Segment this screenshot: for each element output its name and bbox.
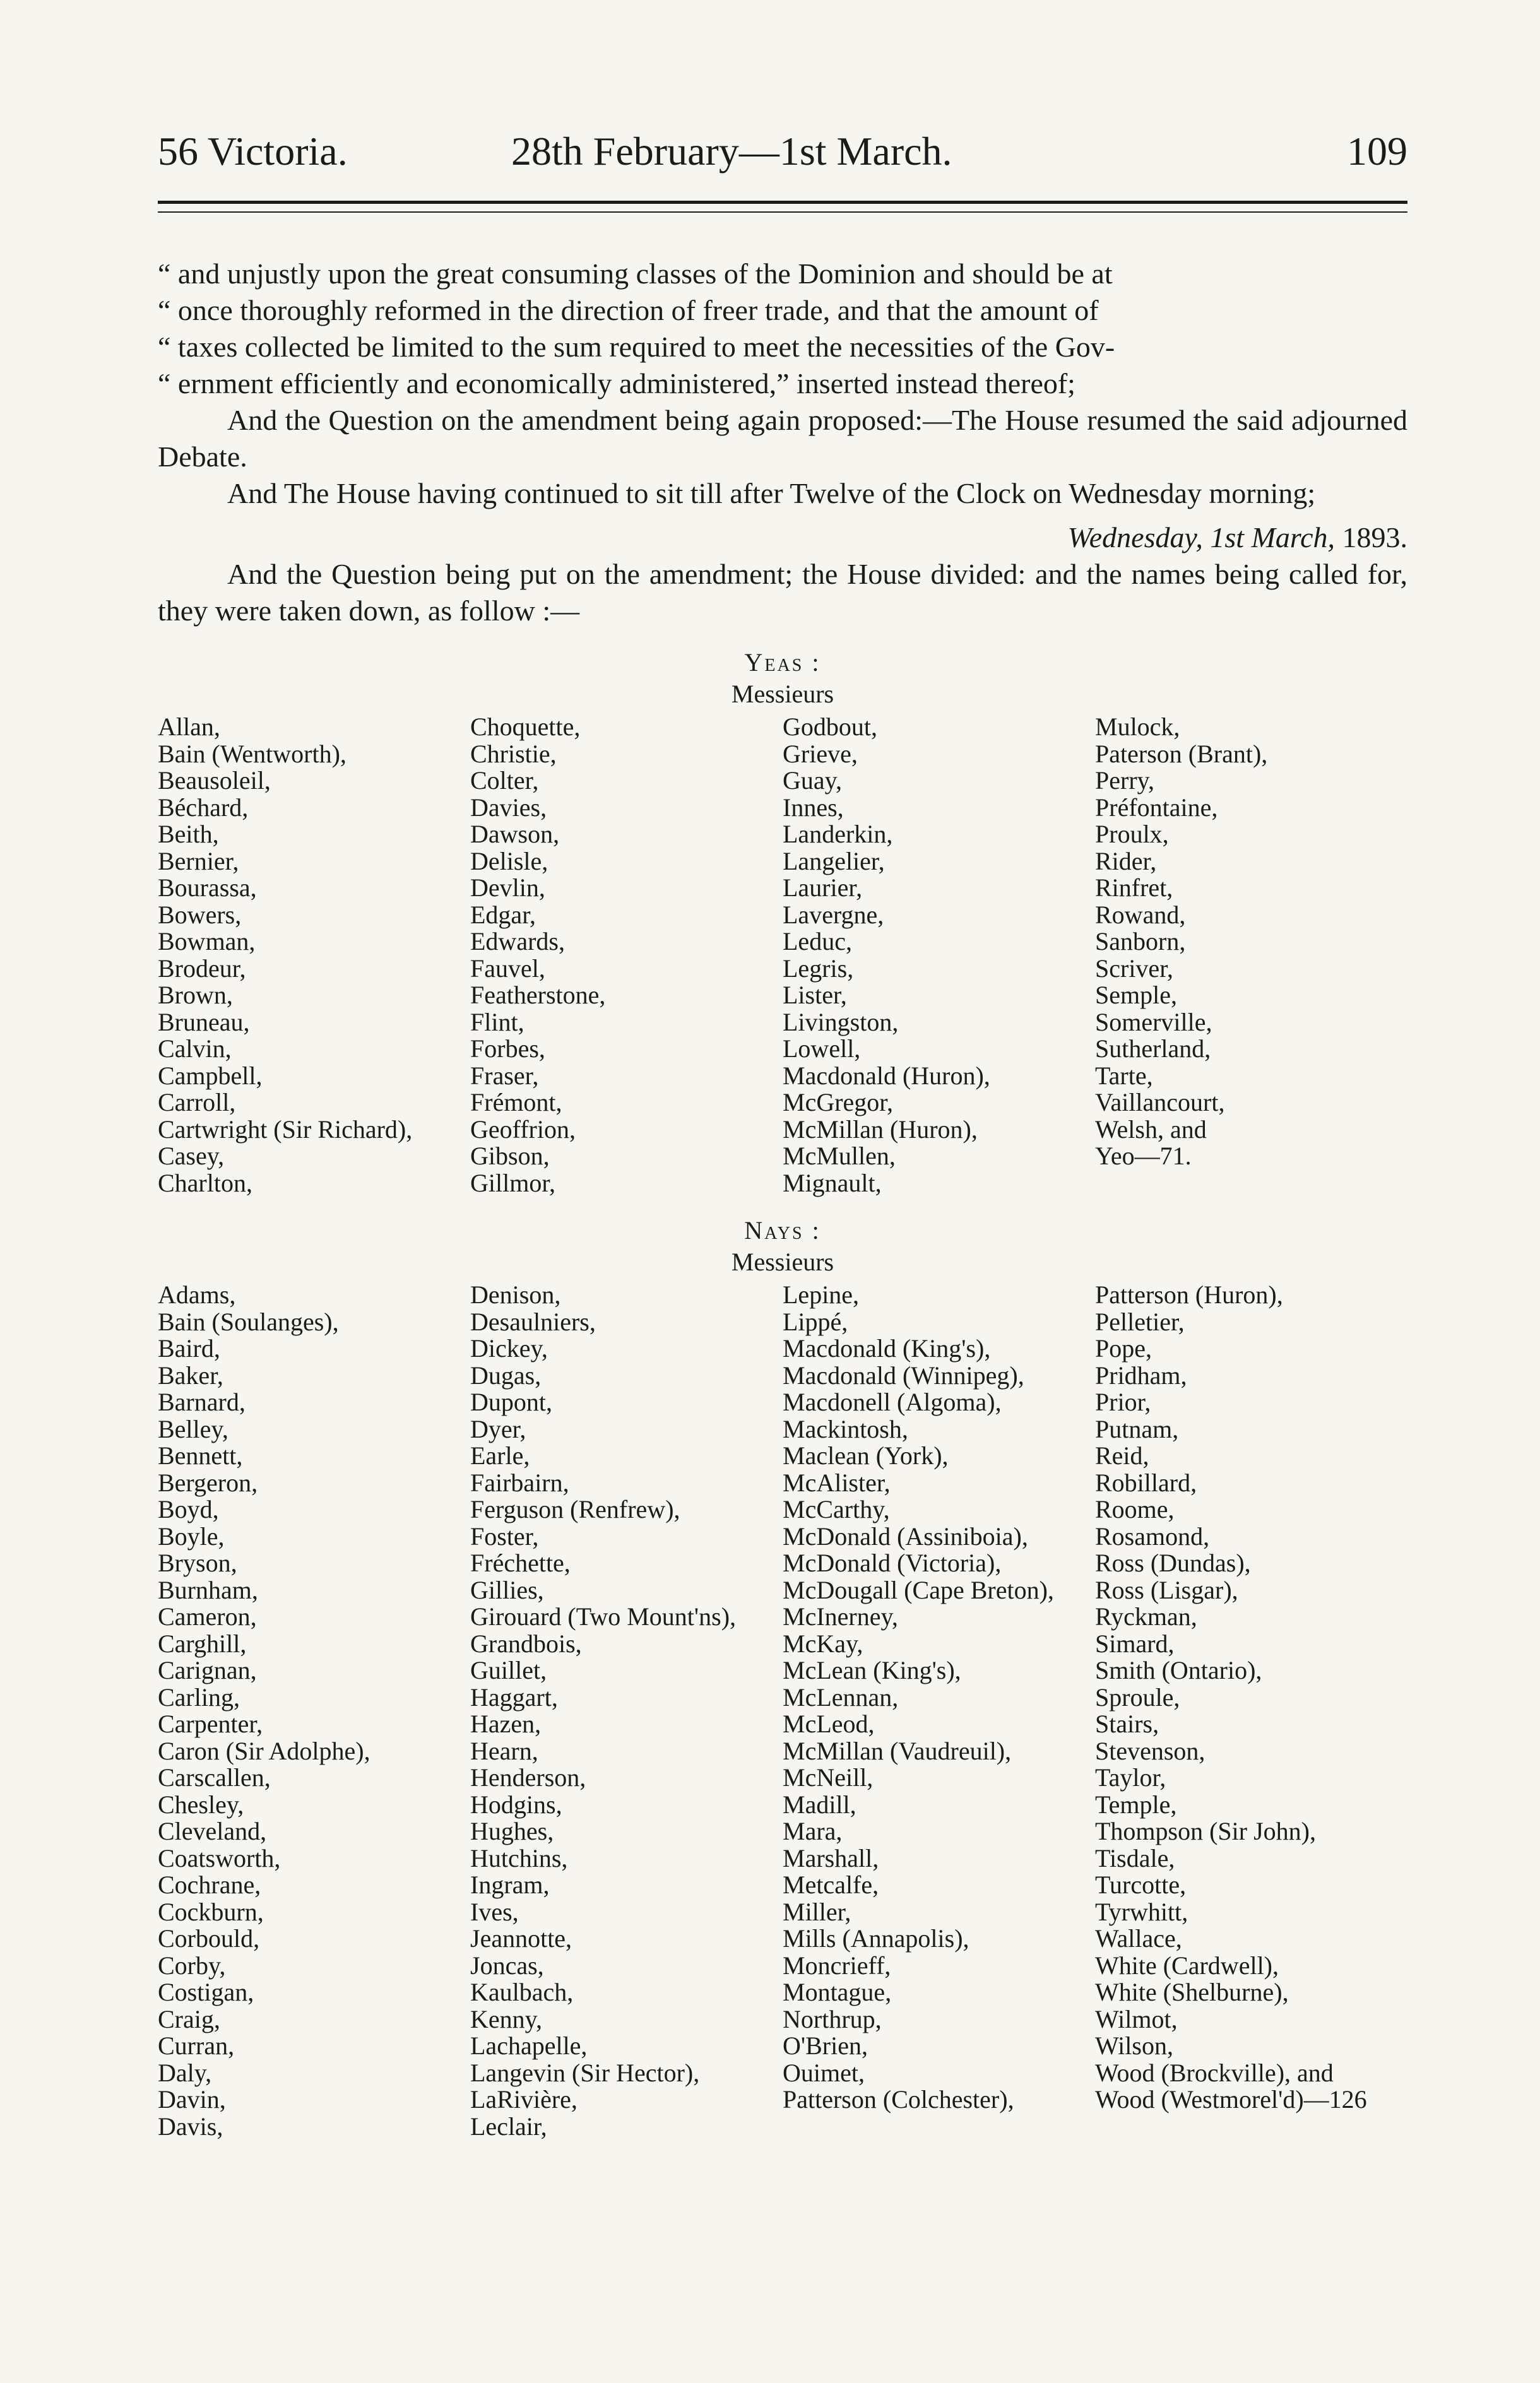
- member-name: Ross (Lisgar),: [1095, 1575, 1238, 1604]
- member-name: Sproule,: [1095, 1682, 1180, 1712]
- member-name: Bain (Wentworth),: [158, 739, 346, 768]
- member-name: Calvin,: [158, 1034, 232, 1063]
- member-name: McDonald (Victoria),: [783, 1549, 1002, 1577]
- member-name: Bergeron,: [158, 1468, 258, 1497]
- header-rule-thin: [158, 211, 1407, 213]
- member-name: Rider,: [1095, 846, 1157, 875]
- member-name: Mara,: [783, 1817, 843, 1845]
- member-name: Macdonell (Algoma),: [783, 1388, 1002, 1416]
- member-name: Tisdale,: [1095, 1843, 1175, 1872]
- member-name: Pridham,: [1095, 1361, 1187, 1390]
- member-name: Kaulbach,: [470, 1978, 574, 2006]
- member-name: Davis,: [158, 2112, 223, 2141]
- member-name: Madill,: [783, 1790, 856, 1819]
- header-rule-thick: [158, 201, 1407, 204]
- member-name: Legris,: [783, 954, 854, 983]
- member-name: LaRivière,: [470, 2085, 578, 2114]
- member-name: Beith,: [158, 820, 219, 848]
- yeas-column-3: [783, 714, 1095, 1197]
- yeas-column-2: [470, 714, 783, 1197]
- member-name: Forbes,: [470, 1034, 545, 1063]
- member-name: Simard,: [1095, 1629, 1175, 1658]
- member-name: Bain (Soulanges),: [158, 1307, 339, 1336]
- member-name: Girouard (Two Mount'ns),: [470, 1602, 737, 1631]
- member-name: Guay,: [783, 766, 843, 795]
- page-header: [158, 126, 1407, 177]
- member-name: Yeo—71.: [1095, 1142, 1192, 1170]
- member-name: Carpenter,: [158, 1710, 263, 1738]
- member-name: Casey,: [158, 1142, 225, 1170]
- member-name: Montague,: [783, 1978, 892, 2006]
- division-paragraph: And the Question being put on the amendment; the House divided: and the names being called for, they were taken down, as follow :—: [158, 558, 1407, 627]
- sitting-date-day: Wednesday, 1st March,: [1067, 521, 1335, 553]
- member-name: Ingram,: [470, 1871, 550, 1899]
- member-name: Proulx,: [1095, 820, 1169, 848]
- member-name: McLennan,: [783, 1682, 899, 1712]
- member-name: Mackintosh,: [783, 1414, 908, 1443]
- member-name: Ross (Dundas),: [1095, 1549, 1251, 1577]
- member-name: Langelier,: [783, 846, 885, 875]
- member-name: Boyle,: [158, 1522, 225, 1551]
- member-name: Guillet,: [470, 1656, 547, 1684]
- member-name: Dyer,: [470, 1414, 526, 1443]
- member-name: Edwards,: [470, 927, 565, 955]
- member-name: Baird,: [158, 1334, 220, 1363]
- member-name: McDougall (Cape Breton),: [783, 1575, 1054, 1604]
- member-name: Mills (Annapolis),: [783, 1924, 969, 1953]
- member-name: Flint,: [470, 1007, 524, 1036]
- member-name: Grieve,: [783, 739, 858, 768]
- member-name: O'Brien,: [783, 2031, 868, 2060]
- member-name: Ives,: [470, 1897, 519, 1926]
- member-name: Semple,: [1095, 981, 1177, 1009]
- member-name: Joncas,: [470, 1951, 544, 1980]
- member-name: Welsh, and: [1095, 1115, 1207, 1144]
- member-name: Northrup,: [783, 2004, 882, 2033]
- member-name: Somerville,: [1095, 1007, 1212, 1036]
- member-name: Belley,: [158, 1414, 228, 1443]
- member-name: Vaillancourt,: [1095, 1088, 1225, 1116]
- member-name: Edgar,: [470, 900, 536, 929]
- regnal-year: 56 Victoria.: [158, 129, 348, 174]
- member-name: Tyrwhitt,: [1095, 1897, 1188, 1926]
- member-name: Tarte,: [1095, 1061, 1153, 1090]
- member-name: Carling,: [158, 1682, 240, 1712]
- member-name: Carignan,: [158, 1656, 257, 1684]
- member-name: McInerney,: [783, 1602, 898, 1631]
- member-name: Leclair,: [470, 2112, 547, 2141]
- member-name: Macdonald (King's),: [783, 1334, 991, 1363]
- nays-column-1: [158, 1282, 470, 2140]
- member-name: Craig,: [158, 2004, 220, 2033]
- member-name: Beausoleil,: [158, 766, 271, 795]
- member-name: McCarthy,: [783, 1495, 890, 1523]
- member-name: Wilmot,: [1095, 2004, 1178, 2033]
- member-name: McDonald (Assiniboia),: [783, 1522, 1028, 1551]
- member-name: Kenny,: [470, 2004, 543, 2033]
- member-name: Robillard,: [1095, 1468, 1197, 1497]
- member-name: Hazen,: [470, 1710, 542, 1738]
- member-name: Costigan,: [158, 1978, 254, 2006]
- member-name: Innes,: [783, 793, 844, 822]
- member-name: Bryson,: [158, 1549, 237, 1577]
- member-name: Fairbairn,: [470, 1468, 569, 1497]
- member-name: Frémont,: [470, 1088, 562, 1116]
- member-name: Lachapelle,: [470, 2031, 588, 2060]
- house-paragraph: And The House having continued to sit till after Twelve of the Clock on Wednesday morning;: [227, 477, 1316, 509]
- member-name: McLeod,: [783, 1710, 875, 1738]
- member-name: Campbell,: [158, 1061, 263, 1090]
- nays-section: [158, 1215, 1407, 2140]
- member-name: Lavergne,: [783, 900, 884, 929]
- member-name: Turcotte,: [1095, 1871, 1187, 1899]
- member-name: Dawson,: [470, 820, 560, 848]
- quote-line: “ once thoroughly reformed in the direction of freer trade, and that the amount of: [158, 294, 1099, 326]
- member-name: Landerkin,: [783, 820, 893, 848]
- member-name: McGregor,: [783, 1088, 893, 1116]
- member-name: Wood (Brockville), and: [1095, 2058, 1334, 2087]
- nays-messieurs: Messieurs: [731, 1248, 834, 1276]
- member-name: Gibson,: [470, 1142, 550, 1170]
- member-name: Carroll,: [158, 1088, 236, 1116]
- member-name: Langevin (Sir Hector),: [470, 2058, 700, 2087]
- member-name: Godbout,: [783, 713, 877, 741]
- member-name: Fréchette,: [470, 1549, 571, 1577]
- member-name: Cartwright (Sir Richard),: [158, 1115, 413, 1144]
- member-name: Cochrane,: [158, 1871, 261, 1899]
- yeas-messieurs: Messieurs: [731, 680, 834, 708]
- sitting-date: [158, 519, 1407, 556]
- member-name: Bennett,: [158, 1441, 243, 1470]
- running-date: 28th February—1st March.: [511, 129, 952, 174]
- member-name: Caron (Sir Adolphe),: [158, 1736, 370, 1765]
- member-name: Jeannotte,: [470, 1924, 572, 1953]
- quote-line: “ and unjustly upon the great consuming classes of the Dominion and should be at: [158, 257, 1113, 290]
- member-name: Corbould,: [158, 1924, 260, 1953]
- nays-column-2: [470, 1282, 783, 2140]
- member-name: Mignault,: [783, 1168, 882, 1197]
- member-name: Putnam,: [1095, 1414, 1179, 1443]
- member-name: Burnham,: [158, 1575, 258, 1604]
- member-name: Perry,: [1095, 766, 1155, 795]
- yeas-column-1: [158, 714, 470, 1197]
- member-name: Dugas,: [470, 1361, 542, 1390]
- member-name: Geoffrion,: [470, 1115, 576, 1144]
- member-name: Hearn,: [470, 1736, 538, 1765]
- member-name: Rinfret,: [1095, 873, 1173, 902]
- sitting-date-year: 1893.: [1342, 521, 1407, 553]
- member-name: Foster,: [470, 1522, 539, 1551]
- member-name: Paterson (Brant),: [1095, 739, 1268, 768]
- member-name: Wallace,: [1095, 1924, 1182, 1953]
- member-name: Hutchins,: [470, 1843, 568, 1872]
- member-name: Henderson,: [470, 1763, 586, 1792]
- member-name: Boyd,: [158, 1495, 219, 1523]
- nays-columns: [158, 1282, 1407, 2140]
- member-name: Colter,: [470, 766, 539, 795]
- page-number: 109: [1347, 129, 1407, 174]
- member-name: Bruneau,: [158, 1007, 250, 1036]
- nays-label: Nays :: [744, 1216, 821, 1245]
- member-name: Ouimet,: [783, 2058, 865, 2087]
- member-name: Mulock,: [1095, 713, 1180, 741]
- member-name: Reid,: [1095, 1441, 1149, 1470]
- member-name: Choquette,: [470, 713, 581, 741]
- member-name: Stairs,: [1095, 1710, 1159, 1738]
- member-name: Thompson (Sir John),: [1095, 1817, 1316, 1845]
- member-name: Charlton,: [158, 1168, 252, 1197]
- member-name: Ryckman,: [1095, 1602, 1197, 1631]
- member-name: Daly,: [158, 2058, 212, 2087]
- member-name: Dupont,: [470, 1388, 552, 1416]
- member-name: Taylor,: [1095, 1763, 1166, 1792]
- member-name: Davin,: [158, 2085, 226, 2114]
- member-name: Christie,: [470, 739, 557, 768]
- member-name: Stevenson,: [1095, 1736, 1205, 1765]
- member-name: Cockburn,: [158, 1897, 264, 1926]
- member-name: Scriver,: [1095, 954, 1173, 983]
- member-name: Barnard,: [158, 1388, 246, 1416]
- member-name: Grandbois,: [470, 1629, 582, 1658]
- member-name: Macdonald (Huron),: [783, 1061, 990, 1090]
- member-name: McMillan (Huron),: [783, 1115, 978, 1144]
- member-name: Adams,: [158, 1280, 236, 1309]
- member-name: Roome,: [1095, 1495, 1175, 1523]
- member-name: Carscallen,: [158, 1763, 271, 1792]
- member-name: Wood (Westmorel'd)—126: [1095, 2085, 1367, 2114]
- member-name: Carghill,: [158, 1629, 247, 1658]
- member-name: Temple,: [1095, 1790, 1177, 1819]
- member-name: McNeill,: [783, 1763, 874, 1792]
- member-name: Davies,: [470, 793, 547, 822]
- member-name: Macdonald (Winnipeg),: [783, 1361, 1024, 1390]
- member-name: Delisle,: [470, 846, 548, 875]
- member-name: McMillan (Vaudreuil),: [783, 1736, 1012, 1765]
- member-name: Dickey,: [470, 1334, 548, 1363]
- member-name: McMullen,: [783, 1142, 896, 1170]
- member-name: Lippé,: [783, 1307, 848, 1336]
- member-name: Cameron,: [158, 1602, 257, 1631]
- yeas-label: Yeas :: [744, 648, 821, 677]
- member-name: Sanborn,: [1095, 927, 1186, 955]
- member-name: Lister,: [783, 981, 847, 1009]
- member-name: Haggart,: [470, 1682, 558, 1712]
- journal-text: [158, 256, 1407, 629]
- member-name: Maclean (York),: [783, 1441, 949, 1470]
- member-name: Leduc,: [783, 927, 852, 955]
- member-name: Livingston,: [783, 1007, 899, 1036]
- member-name: Prior,: [1095, 1388, 1151, 1416]
- member-name: White (Shelburne),: [1095, 1978, 1289, 2006]
- member-name: Bowman,: [158, 927, 256, 955]
- member-name: Rowand,: [1095, 900, 1186, 929]
- member-name: Patterson (Colchester),: [783, 2085, 1014, 2114]
- member-name: Brown,: [158, 981, 233, 1009]
- member-name: Fauvel,: [470, 954, 545, 983]
- member-name: Marshall,: [783, 1843, 879, 1872]
- yeas-column-4: [1095, 714, 1407, 1197]
- member-name: Baker,: [158, 1361, 223, 1390]
- member-name: Denison,: [470, 1280, 561, 1309]
- member-name: White (Cardwell),: [1095, 1951, 1279, 1980]
- member-name: Chesley,: [158, 1790, 244, 1819]
- member-name: Moncrieff,: [783, 1951, 891, 1980]
- member-name: Bernier,: [158, 846, 239, 875]
- member-name: Desaulniers,: [470, 1307, 596, 1336]
- yeas-columns: [158, 714, 1407, 1197]
- member-name: Allan,: [158, 713, 220, 741]
- quote-line: “ ernment efficiently and economically administered,” inserted instead thereof;: [158, 367, 1075, 399]
- member-name: Smith (Ontario),: [1095, 1656, 1262, 1684]
- member-name: McLean (King's),: [783, 1656, 961, 1684]
- yeas-section: [158, 647, 1407, 1197]
- member-name: Sutherland,: [1095, 1034, 1211, 1063]
- member-name: Featherstone,: [470, 981, 606, 1009]
- question-paragraph: And the Question on the amendment being again proposed:—The House resumed the said adjourned Debate.: [158, 404, 1407, 473]
- member-name: Pope,: [1095, 1334, 1152, 1363]
- member-name: Wilson,: [1095, 2031, 1173, 2060]
- member-name: Rosamond,: [1095, 1522, 1210, 1551]
- member-name: Gillmor,: [470, 1168, 556, 1197]
- member-name: McKay,: [783, 1629, 863, 1658]
- nays-column-3: [783, 1282, 1095, 2140]
- quote-line: “ taxes collected be limited to the sum required to meet the necessities of the Gov-: [158, 331, 1115, 363]
- nays-column-4: [1095, 1282, 1407, 2140]
- member-name: Ferguson (Renfrew),: [470, 1495, 680, 1523]
- member-name: Earle,: [470, 1441, 530, 1470]
- member-name: Gillies,: [470, 1575, 544, 1604]
- member-name: Brodeur,: [158, 954, 246, 983]
- member-name: Fraser,: [470, 1061, 539, 1090]
- member-name: Miller,: [783, 1897, 851, 1926]
- member-name: Laurier,: [783, 873, 863, 902]
- member-name: Patterson (Huron),: [1095, 1280, 1283, 1309]
- member-name: Bourassa,: [158, 873, 257, 902]
- member-name: Lowell,: [783, 1034, 861, 1063]
- member-name: Curran,: [158, 2031, 235, 2060]
- member-name: Corby,: [158, 1951, 226, 1980]
- member-name: Cleveland,: [158, 1817, 267, 1845]
- member-name: Lepine,: [783, 1280, 860, 1309]
- member-name: Coatsworth,: [158, 1843, 281, 1872]
- member-name: Béchard,: [158, 793, 249, 822]
- member-name: Pelletier,: [1095, 1307, 1185, 1336]
- member-name: Bowers,: [158, 900, 242, 929]
- member-name: Hughes,: [470, 1817, 554, 1845]
- member-name: McAlister,: [783, 1468, 891, 1497]
- member-name: Hodgins,: [470, 1790, 562, 1819]
- member-name: Devlin,: [470, 873, 545, 902]
- member-name: Préfontaine,: [1095, 793, 1218, 822]
- member-name: Metcalfe,: [783, 1871, 879, 1899]
